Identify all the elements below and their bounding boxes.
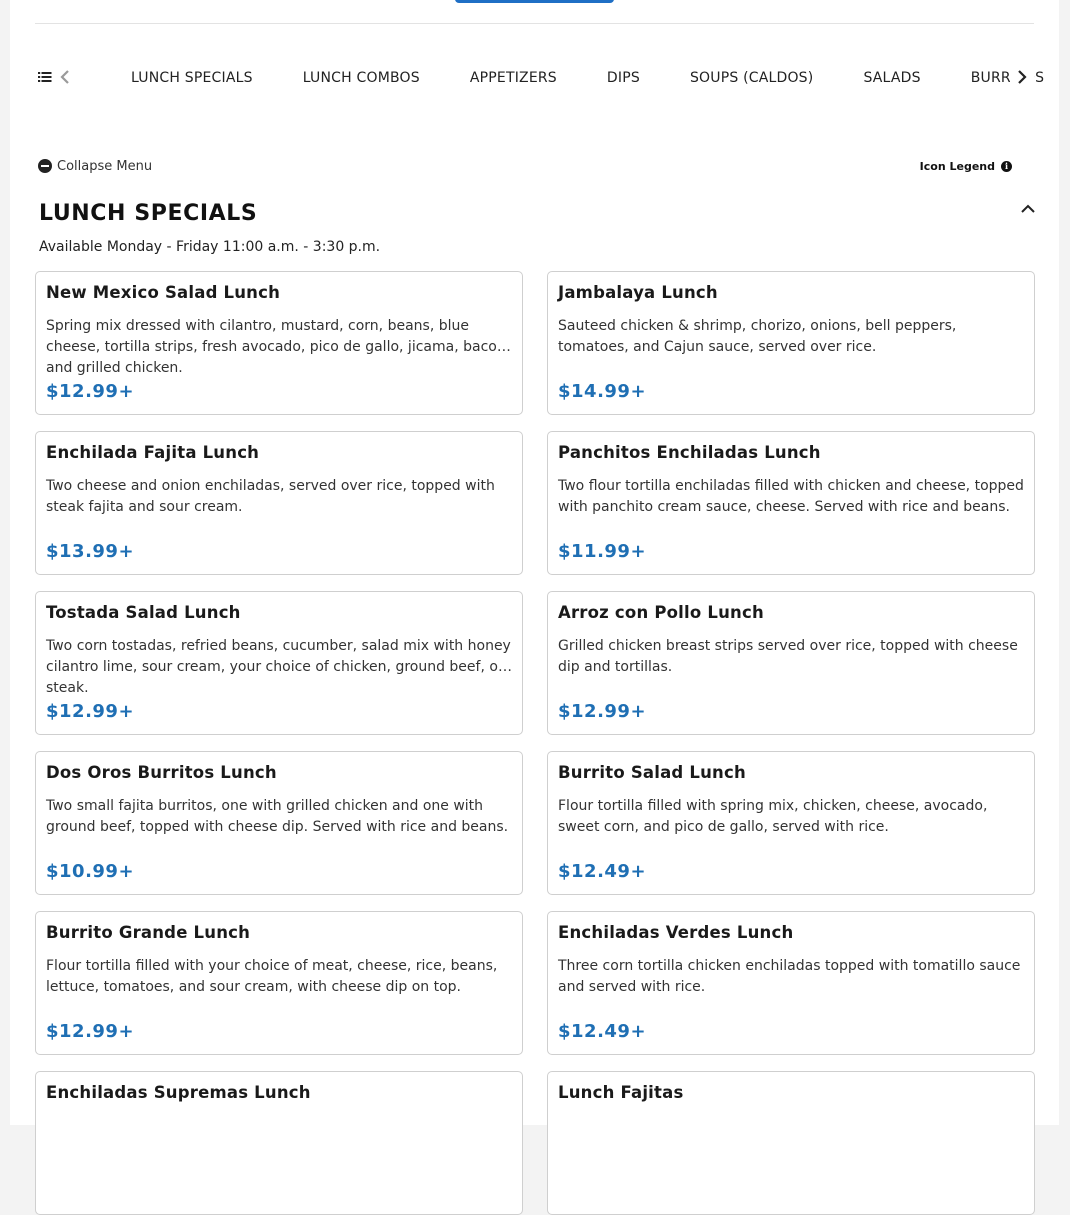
menu-item-description: Spring mix dressed with cilantro, mustard, corn, beans, blue cheese, tortilla strips, fresh avocado, pico de gallo, jicama, bacon and grilled chicken. <box>46 318 506 376</box>
category-tabs <box>85 58 1045 98</box>
menu-item-price: $12.49+ <box>558 1021 647 1042</box>
menu-item-name: Enchiladas Verdes Lunch <box>558 923 794 942</box>
minus-circle-icon <box>38 159 52 173</box>
menu-item-name: Burrito Grande Lunch <box>46 923 251 942</box>
menu-item-description: Two corn tostadas, refried beans, cucumber, salad mix with honey cilantro lime, sour cream, your choice of chicken, ground beef, or steak. <box>46 638 511 696</box>
menu-item-card[interactable] <box>35 431 523 575</box>
collapse-menu-label: Collapse Menu <box>57 158 153 174</box>
menu-item-price: $12.99+ <box>46 1021 135 1042</box>
menu-item-description: Two flour tortilla enchiladas filled with chicken and cheese, topped with panchito cream sauce, cheese. Served with rice and beans. <box>558 478 1024 515</box>
menu-item-name: Arroz con Pollo Lunch <box>558 603 764 622</box>
tab-appetizers[interactable]: APPETIZERS <box>469 70 557 86</box>
menu-item-name: Panchitos Enchiladas Lunch <box>558 443 821 462</box>
menu-item-price: $11.99+ <box>558 541 647 562</box>
menu-item-name: Dos Oros Burritos Lunch <box>46 763 277 782</box>
menu-item-price: $12.49+ <box>558 861 647 882</box>
chevron-right-icon[interactable] <box>1010 67 1034 87</box>
section-title: LUNCH SPECIALS <box>39 201 258 226</box>
tab-burritos[interactable]: BURRITOS <box>970 70 1045 86</box>
category-nav <box>35 58 1045 98</box>
menu-item-price: $12.99+ <box>558 701 647 722</box>
menu-item-card[interactable] <box>35 591 523 735</box>
menu-item-name: New Mexico Salad Lunch <box>46 283 281 302</box>
menu-item-price: $12.99+ <box>46 701 135 722</box>
menu-item-name: Jambalaya Lunch <box>558 283 718 302</box>
menu-item-card[interactable] <box>547 591 1035 735</box>
menu-item-name: Lunch Fajitas <box>558 1083 684 1102</box>
menu-item-card[interactable] <box>547 271 1035 415</box>
collapse-menu-button[interactable] <box>38 157 152 175</box>
section-subtitle: Available Monday - Friday 11:00 a.m. - 3:30 p.m. <box>39 239 381 255</box>
list-icon[interactable] <box>37 69 53 85</box>
menu-item-name: Enchilada Fajita Lunch <box>46 443 260 462</box>
menu-item-name: Burrito Salad Lunch <box>558 763 746 782</box>
menu-item-name: Enchiladas Supremas Lunch <box>46 1083 311 1102</box>
menu-item-card[interactable] <box>547 1071 1035 1215</box>
menu-item-price: $12.99+ <box>46 381 135 402</box>
menu-item-card[interactable] <box>35 271 523 415</box>
menu-item-name: Tostada Salad Lunch <box>46 603 241 622</box>
tab-lunch-specials[interactable]: LUNCH SPECIALS <box>131 70 253 86</box>
menu-item-description: Two small fajita burritos, one with grilled chicken and one with ground beef, topped with cheese dip. Served with rice and beans. <box>46 798 509 835</box>
menu-item-description: Sauteed chicken & shrimp, chorizo, onions, bell peppers, tomatoes, and Cajun sauce, served over rice. <box>558 318 957 355</box>
chevron-up-icon[interactable] <box>1019 200 1037 218</box>
menu-item-grid <box>35 271 1034 1215</box>
menu-item-card[interactable] <box>547 751 1035 895</box>
tab-salads[interactable]: SALADS <box>863 70 921 86</box>
menu-item-price: $13.99+ <box>46 541 135 562</box>
tab-soups[interactable]: SOUPS (CALDOS) <box>689 70 814 86</box>
menu-item-description: Flour tortilla filled with your choice of meat, cheese, rice, beans, lettuce, tomatoes, and sour cream, with cheese dip on top. <box>46 958 498 995</box>
info-icon: i <box>1001 161 1012 172</box>
chevron-left-icon[interactable] <box>57 67 73 87</box>
divider <box>35 23 1034 24</box>
menu-item-card[interactable] <box>35 751 523 895</box>
menu-item-description: Three corn tortilla chicken enchiladas topped with tomatillo sauce and served with rice. <box>558 958 1021 995</box>
tab-dips[interactable]: DIPS <box>606 70 640 86</box>
menu-item-card[interactable] <box>35 1071 523 1215</box>
menu-item-price: $14.99+ <box>558 381 647 402</box>
icon-legend-label: Icon Legend <box>919 159 995 173</box>
menu-item-card[interactable] <box>35 911 523 1055</box>
menu-item-price: $10.99+ <box>46 861 135 882</box>
top-action-button[interactable] <box>455 0 614 3</box>
menu-item-description: Flour tortilla filled with spring mix, chicken, cheese, avocado, sweet corn, and pico de gallo, served with rice. <box>558 798 988 835</box>
menu-item-description: Grilled chicken breast strips served over rice, topped with cheese dip and tortillas. <box>558 638 1018 675</box>
icon-legend-button[interactable] <box>920 157 1012 175</box>
menu-page <box>10 0 1059 1125</box>
tab-lunch-combos[interactable]: LUNCH COMBOS <box>302 70 420 86</box>
menu-item-description: Two cheese and onion enchiladas, served over rice, topped with steak fajita and sour cream. <box>46 478 495 515</box>
menu-item-card[interactable] <box>547 431 1035 575</box>
menu-item-card[interactable] <box>547 911 1035 1055</box>
